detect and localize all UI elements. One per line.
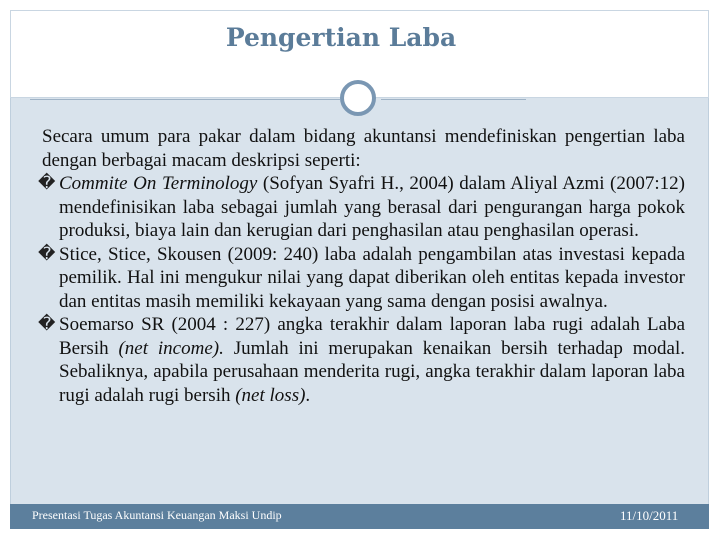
list-item (38, 172, 685, 243)
divider-right (381, 99, 526, 100)
bullet-italic-term: (net income). (118, 337, 224, 359)
bullet-text-after: . (305, 384, 311, 406)
circle-ornament-icon (340, 80, 376, 116)
bullet-icon: � (38, 243, 56, 264)
bullet-text-after: (Sofyan Syafri H., 2004) dalam Aliyal Azmi (2007:12) mendefinisikan laba sebagai jumlah yang berasal dari pengurangan harga pokok produksi, biaya lain dan kerugian dari penghasilan atau penghasilan operasi. (59, 173, 685, 241)
page-title: Pengertian Laba (225, 23, 457, 52)
bullet-italic-term-2: (net loss) (235, 384, 306, 406)
footer-date: 11/10/2011 (620, 508, 679, 523)
bullet-italic-term: Commite On Terminology (59, 173, 258, 194)
bullet-icon: � (38, 314, 56, 334)
bullet-text-before: Soemarso SR (2004 : 227) angka terakhir dalam laporan laba rugi adalah Laba Bersih (59, 314, 685, 359)
divider-left (30, 99, 340, 100)
list-item (38, 313, 685, 407)
footer-caption: Presentasi Tugas Akuntansi Keuangan Maksi Undip (32, 508, 282, 522)
content-body (38, 125, 685, 407)
bullet-text-middle: Jumlah ini merupakan kenaikan bersih terhadap modal. Sebaliknya, apabila perusahaan menderita rugi, angka terakhir dalam laporan laba rugi adalah rugi bersih (59, 337, 685, 406)
list-item (38, 243, 685, 314)
bullet-text: Stice, Stice, Skousen (2009: 240) laba adalah pengambilan atas investasi kepada pemilik. Hal ini mengukur nilai yang dapat diberikan oleh entitas kepada investor dan entitas masih memiliki kekayaan yang sama dengan posisi awalnya. (59, 243, 685, 312)
intro-paragraph: Secara umum para pakar dalam bidang akuntansi mendefiniskan pengertian laba dengan berbagai macam deskripsi seperti: (42, 126, 685, 171)
bullet-icon: � (38, 173, 56, 193)
